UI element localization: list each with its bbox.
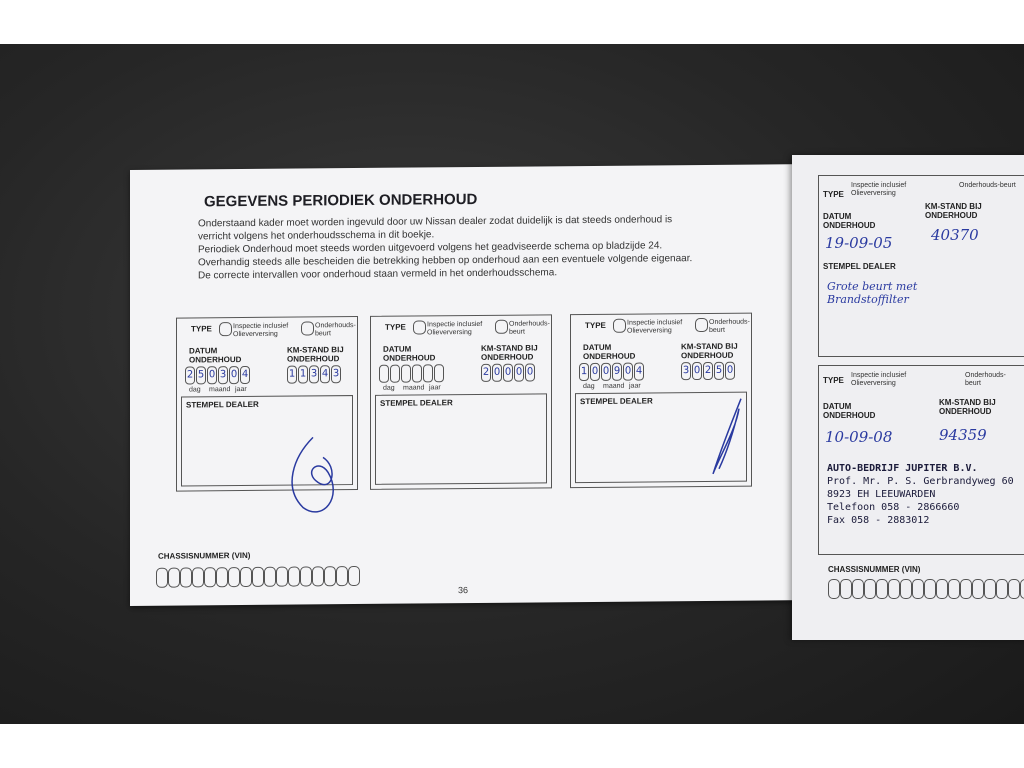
booklet-right-page (792, 155, 1024, 640)
digit: 0 (207, 366, 217, 384)
type-label: TYPE (823, 376, 844, 385)
digit: 0 (525, 363, 535, 381)
checkbox-inspectie (219, 322, 232, 336)
service-card-right-1 (818, 175, 1024, 357)
signature-scribble (691, 394, 751, 485)
intro-line: Onderstaand kader moet worden ingevuld door uw Nissan dealer zodat duidelijk is dat steeds onderhoud is (198, 214, 673, 230)
digit: 3 (681, 362, 691, 380)
type-label: TYPE (385, 322, 406, 332)
digit: 2 (481, 364, 491, 382)
vin-boxes (828, 579, 1024, 599)
jaar-label: jaar (629, 382, 641, 390)
intro-text (198, 213, 758, 283)
km-label: KM-STAND BIJ ONDERHOUD (939, 398, 996, 416)
date-boxes (185, 366, 250, 385)
digit: 0 (590, 363, 600, 381)
option-inspectie: Inspectie inclusief Olieverversing (627, 319, 683, 335)
type-label: TYPE (823, 190, 844, 199)
option-inspectie: Inspectie inclusief Olieverversing (427, 320, 483, 337)
digit: 2 (703, 362, 713, 380)
option-onderhoud: Onderhouds-beurt (959, 182, 1016, 189)
digit: 0 (725, 362, 735, 380)
option-onderhoud: Onderhouds-beurt (315, 322, 356, 338)
digit: 1 (287, 366, 297, 384)
digit: 4 (320, 365, 330, 383)
digit: 0 (623, 363, 633, 381)
stamp-line: Fax 058 - 2883012 (827, 515, 930, 526)
digit: 5 (196, 366, 206, 384)
digit: 0 (503, 364, 513, 382)
page-title: GEGEVENS PERIODIEK ONDERHOUD (204, 190, 478, 211)
digit (379, 365, 389, 383)
digit (401, 365, 411, 383)
booklet-left-page (130, 164, 802, 606)
km-boxes (287, 365, 341, 383)
checkbox-onderhoud (495, 320, 508, 334)
dag-label: dag (189, 386, 201, 394)
jaar-label: jaar (429, 384, 441, 392)
digit (390, 365, 400, 383)
km-label: KM-STAND BIJ ONDERHOUD (681, 341, 738, 361)
digit: 3 (309, 365, 319, 383)
digit: 9 (612, 363, 622, 381)
intro-line: Periodiek Onderhoud moet steeds worden uitgevoerd volgens het geadviseerde schema op bladzijde 24. (198, 240, 663, 256)
stamp-line: Prof. Mr. P. S. Gerbrandyweg 60 (827, 476, 1014, 487)
intro-line: Overhandig steeds alle bescheiden die betrekking hebben op onderhoud aan een eventuele volgende eigenaar. (198, 253, 693, 269)
digit: 0 (229, 366, 239, 384)
page-number: 36 (458, 585, 469, 596)
digit: 4 (240, 366, 250, 384)
datum-label: DATUM ONDERHOUD (823, 402, 876, 420)
digit: 1 (579, 363, 589, 381)
km-label: KM-STAND BIJ ONDERHOUD (287, 345, 344, 364)
stamp-line: Telefoon 058 - 2866660 (827, 502, 960, 513)
digit: 3 (218, 366, 228, 384)
stempel-label: STEMPEL DEALER (380, 398, 453, 408)
digit (434, 364, 444, 382)
km-label: KM-STAND BIJ ONDERHOUD (925, 202, 982, 220)
checkbox-inspectie (413, 320, 426, 334)
dealer-stamp (827, 462, 1014, 527)
km-boxes (481, 363, 535, 381)
vin-boxes (156, 566, 360, 588)
type-label: TYPE (585, 320, 606, 331)
digit: 1 (298, 365, 308, 383)
stempel-label: STEMPEL DEALER (186, 399, 259, 410)
service-card-right-2 (818, 365, 1024, 555)
stamp-line: AUTO-BEDRIJF JUPITER B.V. (827, 463, 978, 474)
stamp-handwriting: Grote beurt met Brandstoffilter (827, 280, 918, 306)
option-onderhoud: Onderhouds-beurt (965, 372, 1006, 387)
datum-label: DATUM ONDERHOUD (583, 342, 636, 362)
km-boxes (681, 362, 735, 380)
option-onderhoud: Onderhouds-beurt (509, 320, 550, 336)
datum-label: DATUM ONDERHOUD (823, 212, 876, 230)
date-boxes (379, 364, 444, 383)
datum-label: DATUM ONDERHOUD (383, 344, 436, 363)
stamp-line: 8923 EH LEEUWARDEN (827, 489, 936, 500)
digit: 4 (634, 363, 644, 381)
maand-label: maand (603, 382, 625, 390)
signature-scribble (273, 427, 353, 528)
stempel-label: STEMPEL DEALER (580, 396, 653, 407)
checkbox-onderhoud (695, 318, 708, 332)
digit: 2 (185, 366, 195, 384)
stamp-box (375, 393, 547, 485)
date-boxes (579, 363, 644, 382)
option-inspectie: Inspectie inclusief Olieverversing (851, 372, 907, 387)
dag-label: dag (583, 382, 595, 391)
km-handwritten: 94359 (939, 426, 987, 444)
digit: 0 (492, 364, 502, 382)
option-inspectie: Inspectie inclusief Olieverversing (851, 182, 907, 197)
digit: 0 (601, 363, 611, 381)
maand-label: maand (403, 384, 425, 392)
date-handwritten: 19-09-05 (825, 234, 893, 252)
digit: 0 (514, 364, 524, 382)
intro-line: De correcte intervallen voor onderhoud staan vermeld in het onderhoudsschema. (198, 267, 558, 282)
jaar-label: jaar (235, 385, 247, 394)
stempel-label: STEMPEL DEALER (823, 262, 896, 271)
service-card-2 (370, 314, 552, 490)
digit: 0 (692, 362, 702, 380)
option-onderhoud: Onderhouds-beurt (709, 318, 750, 334)
checkbox-onderhoud (301, 321, 314, 335)
digit: 5 (714, 362, 724, 380)
service-card-1 (176, 316, 358, 492)
datum-label: DATUM ONDERHOUD (189, 346, 242, 365)
km-handwritten: 40370 (931, 226, 979, 244)
km-label: KM-STAND BIJ ONDERHOUD (481, 343, 538, 362)
dag-label: dag (383, 384, 395, 392)
service-card-3 (570, 313, 752, 489)
type-label: TYPE (191, 324, 212, 334)
digit (412, 364, 422, 382)
digit (423, 364, 433, 382)
intro-line: verricht volgens het onderhoudsschema in dit boekje. (198, 229, 435, 243)
vin-label: CHASSISNUMMER (VIN) (158, 550, 251, 561)
date-handwritten: 10-09-08 (825, 428, 893, 446)
vin-label: CHASSISNUMMER (VIN) (828, 565, 921, 574)
option-inspectie: Inspectie inclusief Olieverversing (233, 322, 289, 339)
digit: 3 (331, 365, 341, 383)
checkbox-inspectie (613, 319, 626, 333)
maand-label: maand (209, 386, 231, 394)
